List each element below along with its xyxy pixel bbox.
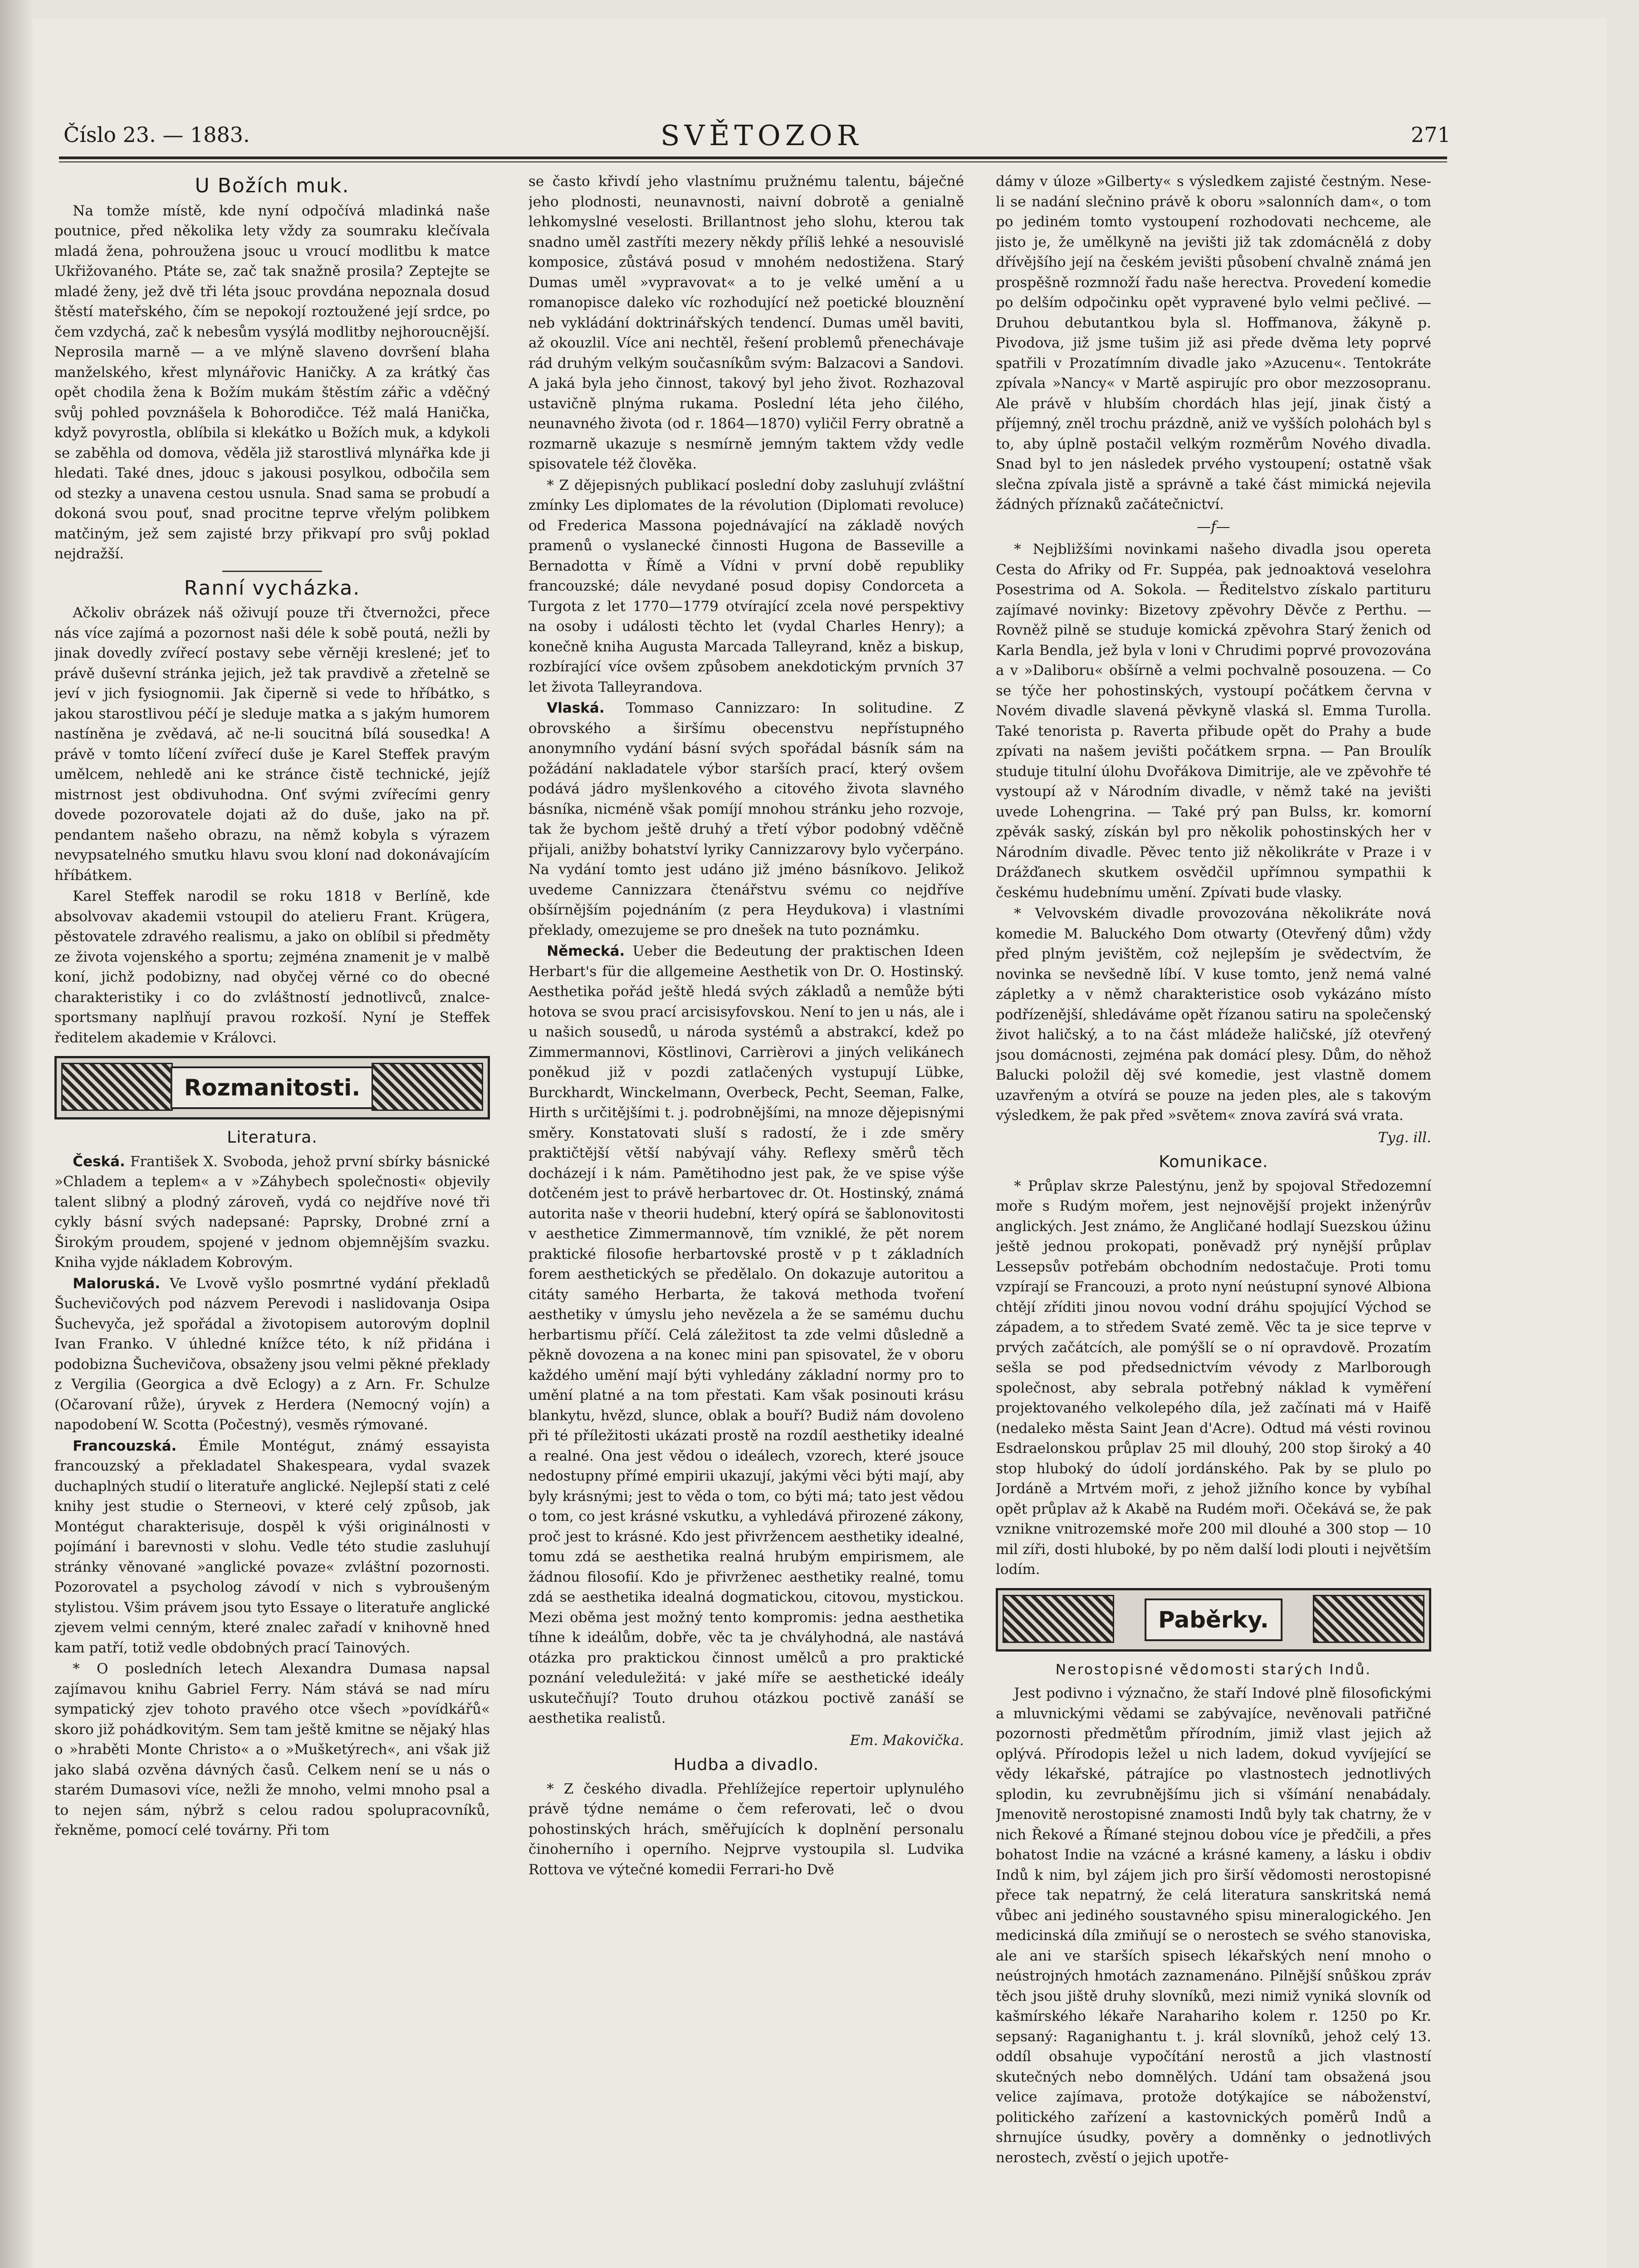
magazine-title: SVĚTOZOR <box>660 119 863 152</box>
author-signature: —f— <box>1197 518 1230 535</box>
column-3 <box>996 171 1431 2267</box>
section-title-ranni-vychazka: Ranní vycházka. <box>184 576 361 600</box>
paragraph <box>54 1436 490 1658</box>
author-signature: Tyg. ill. <box>1378 1129 1431 1146</box>
header-rule <box>59 156 1447 159</box>
ornament-left-icon <box>61 1063 173 1111</box>
paragraph: Jest podivno i význačno, že staří Indové plně filosofickými a mluvnickými vědami se zabývajíce, nevěnovali patřičné pozornosti předmětům přírodním, jimiž vlast jejich až oplývá. Přírodopis ležel u nich ladem, dokud vyvíjející se vědy lékařské, pátrajíce po vlastnostech jednotlivých splodin, ku zevrubnějšímu jich si všímání nenabádaly. Jmenovitě nerostopisné znamosti Indů byly tak chatrny, že v nich Řekové a Římané stejnou dobou více je předčili, a přes bohatost Indie na vzácné a krásné kameny, a lásku i obdiv Indů k nim, byl zájem jich pro širší vědomosti nerostopisné přece tak nepatrný, že celá literatura sanskritská nemá vůbec ani jediného soustavného spisu mineralogického. Jen medicinská díla zmiňují se o nerostech se svého stanoviska, ale ani ve starších spisech lékařských není mnoho o neústrojných hmotách zaznamenáno. Pilnější snůškou zpráv těch jsou jiště druhy slovníků, mezi nimiž vyniká slovník od kašmírského lékaře Narahariho kolem r. 1250 po Kr. sepsaný: Raganighantu t. j. král slovníků, jehož celý 13. oddíl obsahuje vypočítání nerostů a jich vlastností skutečných nebo domnělých. Udání tam obsažená jsou velice zajímava, protože dotýkajíce se náboženství, politického zařízení a kastovnických poměrů Indů a shrnujíce úsudky, pověry a domněnky o jednotlivých nerostech, zvěstí o jejich upotře- <box>996 1685 1431 2166</box>
paragraph: * O posledních letech Alexandra Dumasa napsal zajímavou knihu Gabriel Ferry. Nám stává se nad míru sympatický zjev tohoto pravého otce všech »povídkářů« skoro již pohádkovitým. Sem tam ještě kmitne se nějaký hlas o »hraběti Monte Christo« a o »Mušketýrech«, ani však již jako slabá ozvěna dávných časů. Celkem není se u nás o starém Dumasovi více, nežli že mnoho, velmi mnoho psal a to nejen sám, nýbrž s celou radou spolupracovníků, řekněme, pomocí celé továrny. Při tom <box>54 1661 490 1838</box>
paragraph <box>54 1152 490 1273</box>
author-signature: Em. Makovička. <box>850 1732 964 1749</box>
ornament-left-icon <box>1003 1595 1114 1643</box>
section-title-literatura: Literatura. <box>227 1128 318 1147</box>
paragraph: * Z českého divadla. Přehlížejíce repertoir uplynulého právě týdne nemáme o čem referovati, leč o dvou pohostinských hrách, směřujících k doplnění personalu činoherního i operního. Nejprve vystoupila sl. Ludvika Rottova ve výtečné komedii Ferrari-ho Dvě <box>528 1780 964 1878</box>
section-title-hudba-a-divadlo: Hudba a divadlo. <box>673 1755 819 1774</box>
paragraph: se často křivdí jeho vlastnímu pružnému talentu, báječné jeho plodnosti, neunavnosti, naivní dobrotě a genialně lehkomyslné veselosti. Brillantnost jeho slohu, kterou tak snadno uměl zastříti mezery někdy příliš lehké a nesouvislé komposice, zůstává posud v mnohém nedostižena. Starý Dumas uměl »vypravovat« a to je velké umění a u romanopisce daleko víc rozhodující než poetické blouznění neb vykládání doktrinářských tendencí. Dumas uměl baviti, až okouzlil. Více ani nechtěl, řešení problemů přenechávaje rád druhým velkým současníkům svým: Balzacovi a Sandovi. A jaká byla jeho činnost, takový byl jeho život. Rozhazoval ustavičně plnýma rukama. Poslední léta jeho čilého, neunavného života (od r. 1864—1870) vyličil Ferry obratně a rozmarně ukazuje s nesmírně jemným taktem vždy vedle spisovatele též člověka. <box>528 173 964 472</box>
column-1 <box>54 171 490 2267</box>
lead-word: Německá. <box>547 943 625 959</box>
ornament-right-icon <box>372 1063 483 1111</box>
lead-word: Maloruská. <box>73 1275 161 1292</box>
column-2 <box>528 171 964 2267</box>
banner-paberky <box>996 1588 1431 1652</box>
separator <box>222 571 322 572</box>
ornament-right-icon <box>1313 1595 1424 1643</box>
page-gutter <box>0 0 32 2268</box>
banner-rozmanitosti <box>54 1056 490 1119</box>
paragraph: Na tomže místě, kde nyní odpočívá mladinká naše poutnice, před několika lety vždy za soumraku klečívala mladá žena, pohroužena jsouc u vroucí modlitbu k matce Ukřižovaného. Ptáte se, zač tak snažně prosila? Zeptejte se mladé ženy, jež dvě tři léta jsouc provdána nepoznala dosud štěstí mateřského, čím se nepokojí roztoužené její srdce, po čem vzdychá, zač k nebesům vysýlá modlitby nejhoroucnější. Neprosila marně — a ve mlýně slaveno dovršení blaha manželského, křest mlynářovic Haničky. A za krátký čas opět chodila žena k Božím mukám štěstím zářic a vděčný svůj pohled povznášela k Bohorodičce. Též malá Hanička, když povyrostla, oblíbila si klekátko u Božích muk, a kdykoli se zaběhla od domova, věděla již starostlivá mlynářka kde ji hledati. Také dnes, jdouc s jakousi posylkou, odbočila sem od stezky a unavena cestou usnula. Snad sama se probudí a dokoná svou pouť, snad procitne teprve vřelým polibkem matčiným, jež sem zajisté brzy přikvapí pro svůj poklad nejdražší. <box>54 202 490 562</box>
paragraph: * Průplav skrze Palestýnu, jenž by spojoval Středozemní moře s Rudým mořem, jest nejnovější projekt inženýrův anglických. Jest známo, že Angličané hodlají Suezskou úžinu ještě jednou prokopati, poněvadž prý nynější průplav Lessepsův potřebám obchodním nedostačuje. Proti tomu vzpírají se Francouzi, a proto nyní neústupní synové Albiona chtějí zříditi jinou novou vodní dráhu spojující Východ se západem, a to středem Svaté země. Věc ta je sice teprve v prvých začátcích, ale pomýšlí se o ní opravdově. Prozatím sešla se pod předsednictvím vévody z Marlborough společnost, aby sebrala potřebný náklad k vyměření projektovaného velkolepého díla, jež začínati má v Haifě (nedaleko města Saint Jean d'Acre). Odtud má vésti rovinou Esdraelonskou průplav 25 mil dlouhý, 200 stop široký a 40 stop hluboký do údolí jordánského. Pak by se plulo po Jordáně a Mrtvém moři, z jehož jižního konce by vybíhal opět průplav až k Akabě na Rudém moři. Očekává se, že pak vznikne vnitrozemské moře 200 mil dlouhé a 300 stop — 10 mil zíři, dosti hluboké, by po něm další lodi plouti i největším lodím. <box>996 1178 1431 1578</box>
paragraph-text: František X. Svoboda, jehož první sbírky básnické »Chladem a teplem« a v »Záhybech společnosti« objevily talent slibný a plodný zároveň, vydá co nejdříve nové tři cykly básní svých nadepsané: Paprsky, Drobné zrní a Širokým proudem, spojené v jednom objemnějším svazku. Kniha vyjde nákladem Kobrovým. <box>54 1153 490 1271</box>
paragraph <box>528 941 964 1729</box>
paragraph: dámy v úloze »Gilberty« s výsledkem zajisté čestným. Nese-li se nadání slečnino právě k oboru »salonních dam«, o tom po jediném tomto vystoupení rozhodovati nechceme, ale jisto je, že umělkyně na jevišti již tak zdomácnělá z doby dřívějšího její na českém jevišti působení chvalně známá jen prospěšně rozmnoží řadu naše herectva. Provedení komedie po delším odpočinku opět vypravené bylo velmi pečlivé. — Druhou debutantkou byla sl. Hoffmanova, žákyně p. Pivodova, již jsme tušim již asi přede dvěma lety poprvé spatřili v Prozatímním divadle jako »Azucenu«. Tentokráte zpívala »Nancy« v Martě aspirujíc pro obor mezzosopranu. Ale právě v hlubším chordách hlas její, jinak čistý a příjemný, zněl trochu prázdně, aniž ve vyšších polohách byl s to, aby úplně postačil velkým rozměrům Nového divadla. Snad byl to jen následek prvého vystoupení; ostatně však slečna zpívala jistě a správně a také část mimická nejevila žádných příznaků začátečnictví. <box>996 173 1431 513</box>
lead-word: Vlaská. <box>547 700 605 716</box>
section-title-u-bozich-muk: U Božích muk. <box>195 174 350 197</box>
section-title-komunikace: Komunikace. <box>1159 1153 1268 1171</box>
paragraph: * Velvovském divadle provozována několikráte nová komedie M. Baluckého Dom otwarty (Otevřený dům) vždy před plným jevištěm, což nejlepším je svědectvím, že novinka se nevšedně líbí. V kuse tomto, jenž nemá valné zápletky a v němž charakteristice osob vykázáno místo podřízenější, shledáváme opět řízanou satiru na společenský život haličský, a to na část mládeže haličské, jíž otevřený jsou domácnosti, zejména pak domácí plesy. Dům, do něhož Balucki položil děj své komedie, jest vlastně domem uzavřeným a otvírá se pouze na jeden ples, ale s takovým výsledkem, že pak před »světem« znova zavírá svá vrata. <box>996 905 1431 1124</box>
article-title-nerostopisne: Nerostopisné vědomosti starých Indů. <box>1055 1661 1372 1678</box>
header-rule-thin <box>59 161 1447 162</box>
paragraph-text: Émile Montégut, známý essayista francouzský a překladatel Shakespeara, vydal svazek duchaplných studií o literatuře anglické. Nejlepší stati z celé knihy jest studie o Sterneovi, v které celý způsob, jak Montégut charakterisuje, dospěl k výši originálnosti v pojímání i barevnosti v slohu. Vedle této studie zasluhují stránky věnované »anglické povaze« zvláštní pozornosti. Pozorovatel a psycholog závodí v nich s vybroušeným stylistou. Všim právem jsou tyto Essaye o literatuře anglické zjevem velmi cenným, které znalec zařadí v knihovně hned kam patří, totiž vedle obdobných prací Tainových. <box>54 1437 490 1656</box>
page-number: 271 <box>1411 122 1451 147</box>
banner-title: Rozmanitosti. <box>171 1066 374 1109</box>
paragraph-text: Tommaso Cannizzaro: In solitudine. Z obrovského a širšímu obecenstvu nepřístupného anonymního vydání básní svých spořádal básník sám na požádání nakladatele výbor starších prací, který ovšem podává jádro myšlenkového a citového života slavného básníka, nicméně však pomíjí mnohou stránku jeho rozvoje, tak že bychom ještě druhý a třetí výbor podobný vděčně přijali, anižby bohatství lyriky Cannizzarovy bylo vyčerpáno. Na vydání tomto jest udáno již jméno básníkovo. Jelikož uvedeme Cannizzara čtenářstvu svému co nejdříve obšírnějším pojednáním (z pera Heydukova) i vlastními překlady, omezujeme se pro dnešek na tuto poznámku. <box>528 700 964 938</box>
paragraph-text: Ve Lvově vyšlo posmrtné vydání překladů Šuchevičových pod názvem Perevodi i naslidovanja Osipa Šuchevyča, jež spořádal a životopisem autorovým doplnil Ivan Franko. V úhledné knížce této, k níž přidána i podobizna Šuchevičova, obsaženy jsou velmi pěkné překlady z Vergilia (Georgica a dvě Eclogy) a z Arn. Fr. Schulze (Očarovaní růže), úryvek z Herdera (Nemocný vojín) a napodobení W. Scotta (Počestný), vesměs rýmované. <box>54 1275 490 1433</box>
banner-title: Paběrky. <box>1145 1598 1282 1641</box>
paragraph <box>54 1274 490 1435</box>
issue-number: Číslo 23. — 1883. <box>64 122 250 147</box>
paragraph <box>528 698 964 940</box>
paragraph: * Z dějepisných publikací poslední doby zasluhují zvláštní zmínky Les diplomates de la révolution (Diplomati revoluce) od Frederica Massona pojednávající na základě nových pramenů o vyslanecké činnosti Hugona de Basseville a Bernadotta v Římě a Vídni v první době republiky francouzské; dále nevydané posud dopisy Condorceta a Turgota z let 1770—1779 otvírající zcela nové perspektivy na osoby i události těchto let (vydal Charles Henry); a konečně kniha Augusta Marcada Talleyrand, kněz a biskup, rozbírající více ovšem způsobem anekdotickým prvních 37 let života Talleyrandova. <box>528 477 964 695</box>
lead-word: Francouzská. <box>73 1437 177 1454</box>
paragraph: Karel Steffek narodil se roku 1818 v Berlíně, kde absolvovav akademii vstoupil do atelieru Frant. Krügera, pěstovatele zdravého realismu, a jako on oblíbil si předměty ze života vojenského a sportu; zejména znamenit je v malbě koní, jichž podobizny, nad obyčej věrné co do obecné charakteristiky i co do zvláštností jednotlivců, znalce-sportsmany naplňují pravou rozkoší. Nyní je Steffek ředitelem akademie v Královci. <box>54 888 490 1046</box>
lead-word: Česká. <box>73 1153 125 1170</box>
paragraph-text: Ueber die Bedeutung der praktischen Ideen Herbart's für die allgemeine Aesthetik von Dr. O. Hostinský. Aesthetika pořád ještě hledá svých základů a nemůže býti hotova se svou prací arcisisyfovskou. Není to jen u nás, ale i u našich sousedů, u národa systémů a abstrakcí, kdež po Zimmermannovi, Köstlinovi, Carrièrovi a jiných velikánech poněkud již v pozdi zatlačených vystupují Lübke, Burckhardt, Winckelmann, Overbeck, Pecht, Seeman, Falke, Hirth s určitějšími t. j. podrobnějšími, na mnoze dějepisnými směry. Konstatovati sluší s radostí, že i zde směry praktičtější větší nabývají váhy. Reflexy směrů těch docházejí i k nám. Pamětihodno jest pak, že ve spise výše dotčeném jest to právě herbartovec dr. Ot. Hostinský, známá autorita naše v theorii hudební, který opírá se šablonovitosti v aesthetice Zimmermannově, tím vzniklé, že pět norem praktické filosofie herbartovské prostě v p t základních forem aesthetických se předělalo. On dokazuje autoritou a citáty samého Herbarta, že taková methoda tvoření aesthetiky v úmyslu jeho nevězela a že se samému duchu herbartismu příčí. Celá záležitost ta zde velmi důsledně a pěkně dovozena a na konec mini pan spisovatel, že v oboru každého umění mají býti vyhledány základní normy pro to umění platné a na tom přestati. Kam však posinouti krásu blankytu, hvězd, slunce, oblak a bouří? Budiž nám dovoleno při té příležitosti ukázati prostě na rozdíl aesthetiky idealné a realné. Ona jest vědou o ideálech, vzorech, které jsouce nedostupny přímé empirii ukazují, jakými věci býti mají, aby byly krásnými; jest to věda o tom, co býti má; tato jest vědou o tom, co jest krásné vskutku, a vyhledává přirozené zákony, proč jest to krásné. Kdo jest přivržencem aesthetiky idealné, tomu zdá se aesthetika realná hrubým empirismem, ale žádnou filosofií. Kdo je přivrženec aesthetiky realné, tomu zdá se aesthetika idealná dogmatickou, citovou, mystickou. Mezi oběma jest možný tento kompromis: jedna aesthetika tíhne k ideálům, dobře, věc ta je chvályhodná, ale nastává otázka pro praktickou činnost umělců a pro praktické poznání veleduležitá: v jaké míře se aesthetické ideály uskutečňují? Touto druhou otázkou poctivě zanáší se aesthetika realistů. <box>528 943 964 1726</box>
paragraph: Ačkoliv obrázek náš oživují pouze tři čtvernožci, přece nás více zajímá a pozornost naši déle k sobě poutá, nežli by jinak dovedly zvířecí postavy sebe věrněji kreslené; jeť to právě duševní stránka jejich, jež tak pravdivě a zřetelně se jeví v jich fysiognomii. Jak čiperně si vede to hříbátko, s jakou starostlivou péčí je sleduje matka a s jakým humorem nastíněna je zvědavá, ač ne-li soucitná bílá sousedka! A právě v tomto líčení zvířecí duše je Karel Steffek pravým umělcem, nehledě ani ke stránce čistě technické, jejíž mistrnost jest obdivuhodna. Onť svými zvířecími genry dovede pozorovatele dojati až do duše, jako na př. pendantem našeho obrazu, na němž kobyla s výrazem nevypsatelného smutku hlavu svou kloní nad dokonávajícím hříbátkem. <box>54 605 490 884</box>
paragraph: * Nejbližšími novinkami našeho divadla jsou opereta Cesta do Afriky od Fr. Suppéa, pak jednoaktová veselohra Posestrima od A. Sokola. — Ředitelstvo získalo partituru zajímavé novinky: Bizetovy zpěvohry Děvče z Perthu. — Rovněž pilně se studuje komická zpěvohra Starý ženich od Karla Bendla, jež byla v loni v Chrudimi poprvé provozována a v »Daliboru« obšírně a velmi pochvalně posouzena. — Co se týče her pohostinských, vystoupí počátkem června v Novém divadle slavená pěvkyně vlaská sl. Emma Turolla. Také tenorista p. Raverta přibude opět do Prahy a bude zpívati na našem jevišti počátkem srpna. — Pan Broulík studuje titulní úlohu Dvořákova Dimitrije, ale ve zpěvohře té vystoupí až v Národním divadle, v němž také na jevišti uvede Lohengrina. — Také prý pan Bulss, kr. komorní zpěvák saský, získán byl pro několik pohostinských her v Národním divadle. Pěvec tento již několikráte v Praze i v Drážďanech skutkem osvědčil upřímnou sympathii k českému hudebnímu umění. Zpívati bude vlasky. <box>996 541 1431 901</box>
